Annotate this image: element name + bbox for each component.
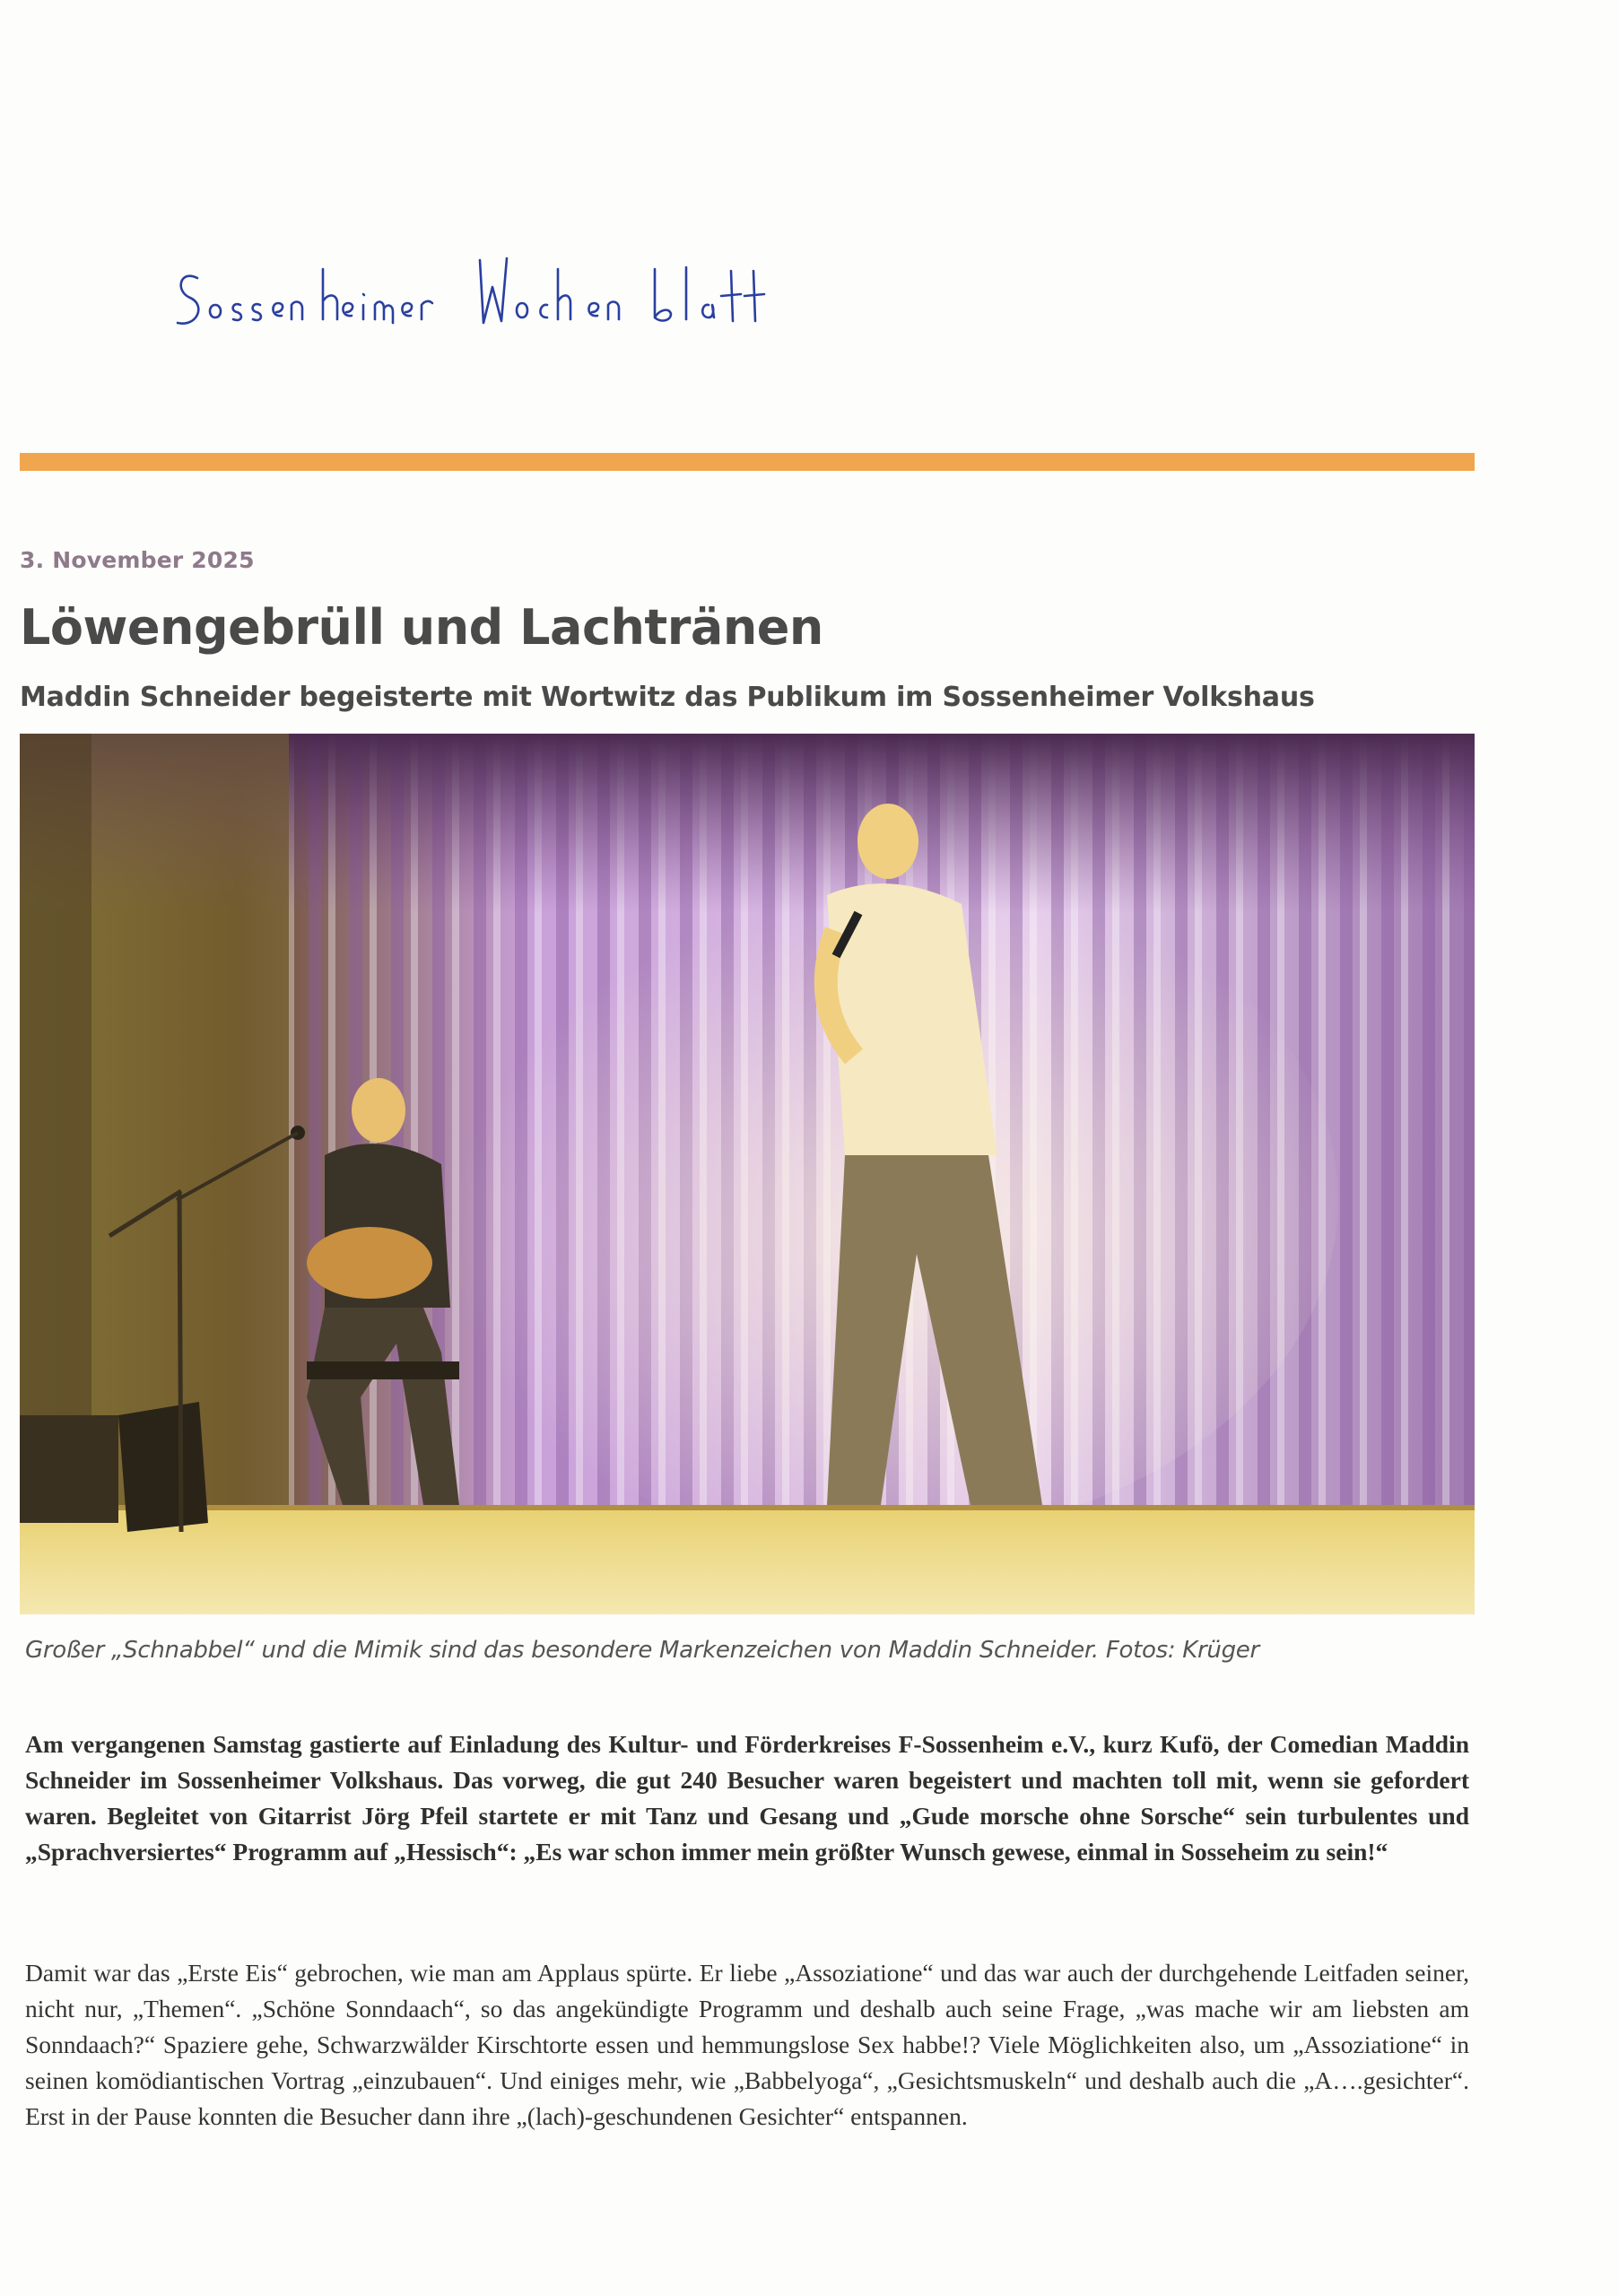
orange-divider	[20, 453, 1475, 471]
handwritten-note	[170, 242, 798, 350]
article-subheadline: Maddin Schneider begeisterte mit Wortwitz das Publikum im Sossenheimer Volkshaus	[20, 682, 1315, 713]
article-date: 3. November 2025	[20, 547, 255, 573]
article-body-paragraph: Damit war das „Erste Eis“ gebrochen, wie man am Applaus spürte. Er liebe „Assoziatione“ und das war auch der durchgehende Leitfaden seiner, nicht nur, „Themen“. „Schöne Sonndaach“, so das angekündigte Programm und deshalb auch seine Frage, „was mache wir am liebsten am Sonndaach?“ Spaziere gehe, Schwarzwälder Kirschtorte essen und hemmungslose Sex habbe!? Viele Möglichkeiten also, um „Assoziatione“ in seinen komödiantischen Vortrag „einzubauen“. Und einiges mehr, wie „Babbelyoga“, „Gesichtsmuskeln“ und deshalb auch die „A….gesichter“. Erst in der Pause konnten die Besucher dann ihre „(lach)-geschundenen Gesichter“ entspannen.	[25, 1959, 1469, 2130]
photo-caption: Großer „Schnabbel“ und die Mimik sind das besondere Markenzeichen von Maddin Schneider. Fotos: Krüger	[25, 1637, 1259, 1664]
article-lead-paragraph: Am vergangenen Samstag gastierte auf Einladung des Kultur- und Förderkreises F-Sossenheim e.V., kurz Kufö, der Comedian Maddin Schneider im Sossenheimer Volkshaus. Das vorweg, die gut 240 Besucher waren begeistert und machten toll mit, wenn sie gefordert waren. Begleitet von Gitarrist Jörg Pfeil startete er mit Tanz und Gesang und „Gude morsche ohne Sorsche“ sein turbulentes und „Sprachversiertes“ Programm auf „Hessisch“: „Es war schon immer mein größter Wunsch gewese, einmal in Sosseheim zu sein!“	[25, 1730, 1469, 1866]
article-photo	[20, 734, 1475, 1614]
article-headline: Löwengebrüll und Lachtränen	[20, 599, 823, 656]
